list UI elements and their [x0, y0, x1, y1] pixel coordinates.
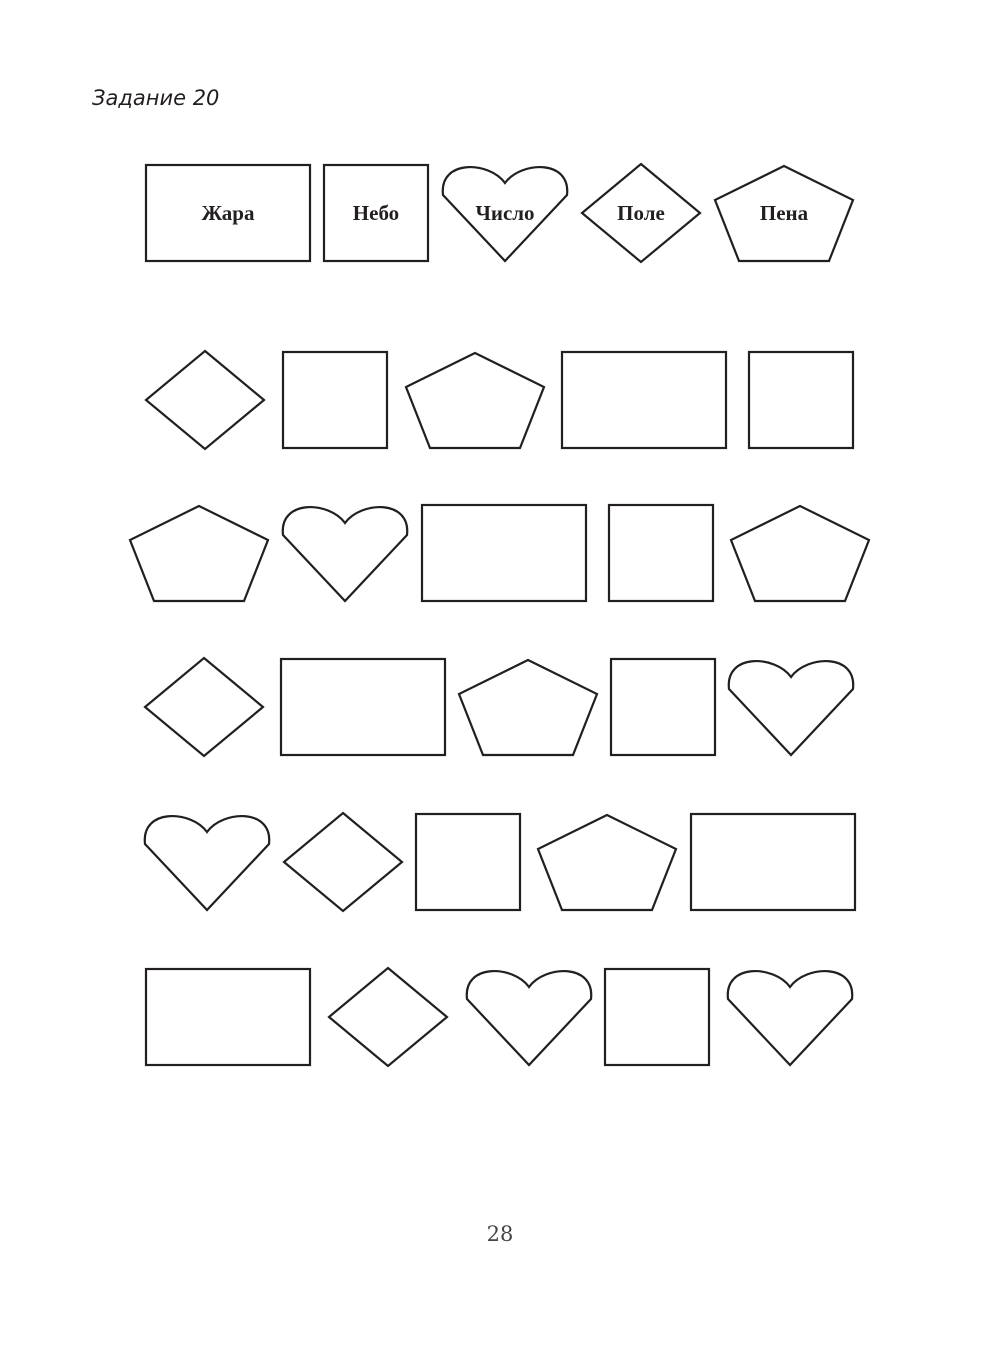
- key-square-word: Небо: [352, 201, 400, 225]
- square-outline[interactable]: [283, 352, 387, 448]
- square-outline[interactable]: [416, 814, 520, 910]
- key-item-rectangle: [146, 165, 310, 261]
- page-number: 28: [486, 1222, 514, 1246]
- rectangle-outline[interactable]: [422, 505, 586, 601]
- rectangle-outline[interactable]: [281, 659, 445, 755]
- key-pentagon-word: Пена: [759, 201, 809, 225]
- heart-outline[interactable]: [728, 971, 852, 1065]
- key-item-pentagon: [715, 166, 853, 261]
- shape-row-4: [145, 813, 855, 911]
- square-outline[interactable]: [605, 969, 709, 1065]
- task-title: Задание 20: [92, 86, 220, 110]
- heart-outline[interactable]: [283, 507, 407, 601]
- heart-outline[interactable]: [145, 816, 269, 910]
- diamond-outline[interactable]: [145, 658, 263, 756]
- shape-row-2: [130, 505, 869, 601]
- heart-outline[interactable]: [729, 661, 853, 755]
- diamond-outline[interactable]: [146, 351, 264, 449]
- diamond-outline[interactable]: [284, 813, 402, 911]
- pentagon-outline[interactable]: [731, 506, 869, 601]
- square-outline[interactable]: [749, 352, 853, 448]
- key-item-diamond: [582, 164, 700, 262]
- diamond-outline[interactable]: [329, 968, 447, 1066]
- key-item-heart: [443, 167, 567, 261]
- key-item-square: [324, 165, 428, 261]
- pentagon-outline[interactable]: [406, 353, 544, 448]
- pentagon-outline[interactable]: [538, 815, 676, 910]
- pentagon-outline[interactable]: [459, 660, 597, 755]
- key-heart-word: Число: [475, 201, 535, 225]
- square-outline[interactable]: [611, 659, 715, 755]
- heart-outline[interactable]: [467, 971, 591, 1065]
- rectangle-outline[interactable]: [562, 352, 726, 448]
- pentagon-outline[interactable]: [130, 506, 268, 601]
- shape-row-5: [146, 968, 852, 1066]
- square-outline[interactable]: [609, 505, 713, 601]
- shape-row-1: [146, 351, 853, 449]
- rectangle-outline[interactable]: [146, 969, 310, 1065]
- key-rectangle-word: Жара: [201, 201, 255, 225]
- rectangle-outline[interactable]: [691, 814, 855, 910]
- key-diamond-word: Поле: [617, 201, 665, 225]
- shape-row-3: [145, 658, 853, 756]
